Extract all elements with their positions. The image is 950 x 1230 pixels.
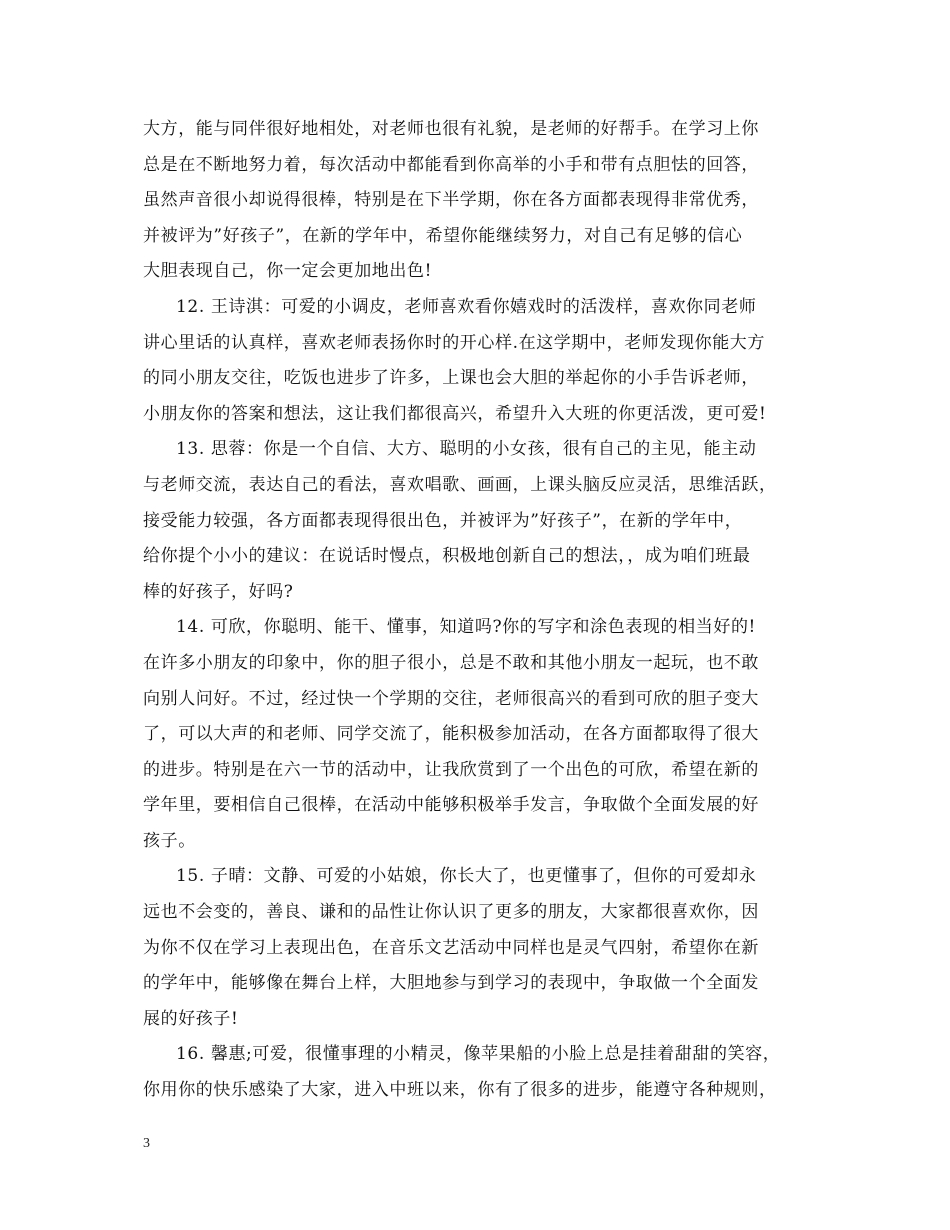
text-line: 与老师交流，表达自己的看法，喜欢唱歌、画画，上课头脑反应灵活，思维活跃， <box>143 474 777 495</box>
text-line: 14. 可欣，你聪明、能干、懂事，知道吗?你的写字和涂色表现的相当好的! <box>176 617 756 638</box>
text-line: 的学年中，能够像在舞台上样，大胆地参与到学习的表现中，争取做一个全面发 <box>143 973 759 994</box>
text-line: 了，可以大声的和老师、同学交流了，能积极参加活动，在各方面都取得了很大 <box>143 724 759 745</box>
text-line: 虽然声音很小却说得很棒，特别是在下半学期，你在各方面都表现得非常优秀， <box>143 190 759 211</box>
text-line: 13. 思蓉：你是一个自信、大方、聪明的小女孩，很有自己的主见，能主动 <box>176 439 757 460</box>
text-line: 讲心里话的认真样，喜欢老师表扬你时的开心样.在这学期中，老师发现你能大方 <box>143 332 766 353</box>
text-line: 大方，能与同伴很好地相处，对老师也很有礼貌，是老师的好帮手。在学习上你 <box>143 119 759 139</box>
text-line: 为你不仅在学习上表现出色，在音乐文艺活动中同样也是灵气四射，希望你在新 <box>143 937 759 958</box>
page-number: 3 <box>143 1136 150 1151</box>
text-line: 并被评为”好孩子”，在新的学年中，希望你能继续努力，对自己有足够的信心 <box>143 225 743 246</box>
text-line: 的同小朋友交往，吃饭也进步了许多，上课也会大胆的举起你的小手告诉老师， <box>143 368 759 389</box>
text-line: 孩子。 <box>143 830 196 851</box>
text-line: 向别人问好。不过，经过快一个学期的交往，老师很高兴的看到可欣的胆子变大 <box>143 688 759 709</box>
text-line: 展的好孩子! <box>143 1008 239 1029</box>
text-line: 小朋友你的答案和想法，这让我们都很高兴，希望升入大班的你更活泼，更可爱! <box>143 403 767 424</box>
text-line: 15. 子晴：文静、可爱的小姑娘，你长大了，也更懂事了，但你的可爱却永 <box>176 866 757 887</box>
text-line: 棒的好孩子，好吗? <box>143 581 294 602</box>
text-line: 给你提个小小的建议：在说话时慢点，积极地创新自己的想法，，成为咱们班最 <box>143 546 751 567</box>
text-line: 接受能力较强，各方面都表现得很出色，并被评为”好孩子”，在新的学年中， <box>143 510 743 531</box>
text-line: 学年里，要相信自己很棒，在活动中能够积极举手发言，争取做个全面发展的好 <box>143 795 759 816</box>
text-line: 远也不会变的，善良、谦和的品性让你认识了更多的朋友，大家都很喜欢你，因 <box>143 902 759 923</box>
body-text <box>143 112 811 1109</box>
text-line: 总是在不断地努力着，每次活动中都能看到你高举的小手和带有点胆怯的回答， <box>143 154 759 175</box>
text-line: 大胆表现自己，你一定会更加地出色! <box>143 261 433 282</box>
text-line: 在许多小朋友的印象中，你的胆子很小，总是不敢和其他小朋友一起玩，也不敢 <box>143 652 759 673</box>
text-line: 你用你的快乐感染了大家，进入中班以来，你有了很多的进步，能遵守各种规则， <box>143 1080 777 1101</box>
text-line: 16. 馨惠;可爱，很懂事理的小精灵，像苹果船的小脸上总是挂着甜甜的笑容， <box>176 1044 781 1065</box>
text-line: 12. 王诗淇：可爱的小调皮，老师喜欢看你嬉戏时的活泼样，喜欢你同老师 <box>176 296 757 317</box>
text-line: 的进步。特别是在六一节的活动中，让我欣赏到了一个出色的可欣，希望在新的 <box>143 759 759 780</box>
